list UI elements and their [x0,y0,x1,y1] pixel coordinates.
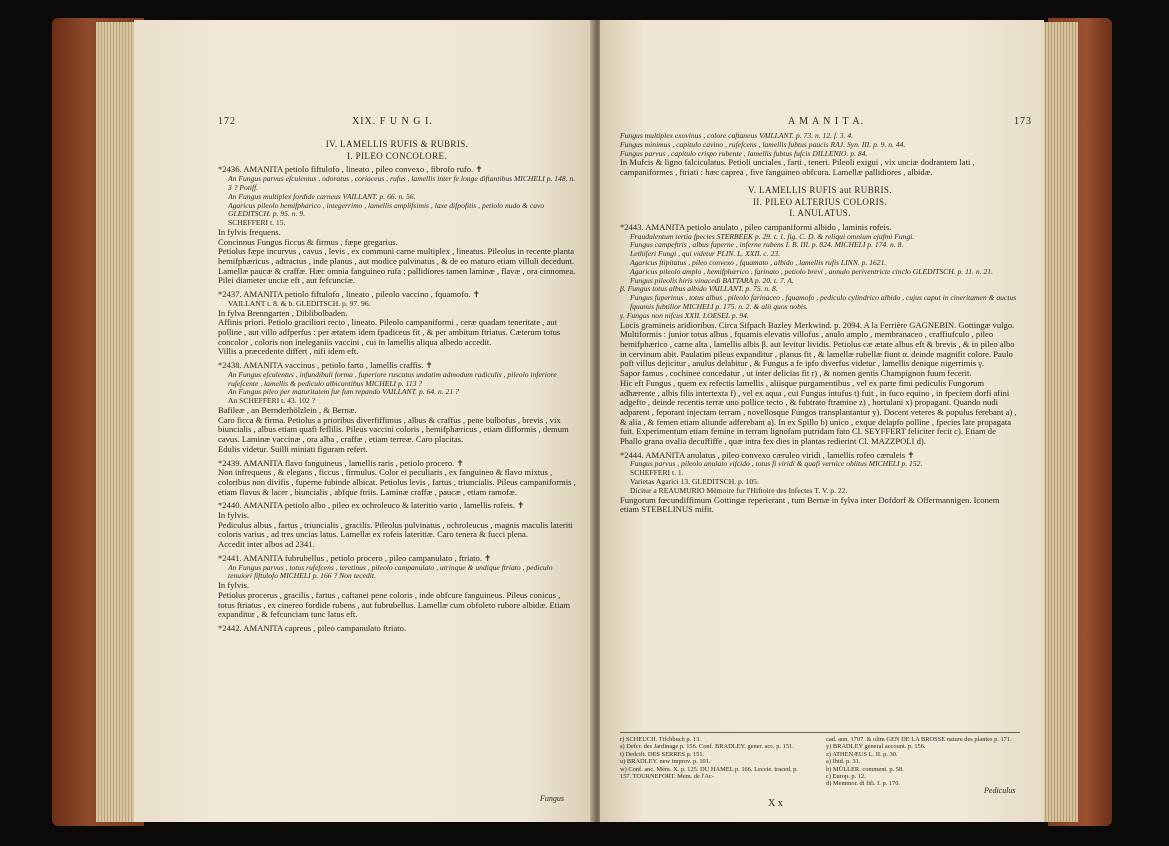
synonym-line: An Fungus pileo per maturitatem fur fum repando VAILLANT. p. 64. n. 21 ? [228,387,459,397]
variety-line: γ. Fungus non nifcus XXII. LOESEL p. 94. [620,310,749,320]
footnote: b) MÜLLER. comment. p. 58. [826,765,904,773]
description-paragraph: Hic eft Fungus , quem ex refectis lamellis , aliisque purgamentibus , vel ex parte fimi pediculis Fungorum adhærente , albis filis intertexta f) , vel ex aqua , cui Fungus intufus t) fuit , in fuco equino , in fpeciem dorfi afini adgefto , deinde recentis terræ uno pollice tecto , & fubtrato ftramine z) , hortulani x) propagant. Quando nudi adparent , feporant injectam terram , novellosque Fungos transplantantur y). Docent veteres & populus ferebant a) , & alia , & femen etiam aliunde adferebant a). In ex Spillo b) unico , exque delapfo polline , fpecies late propagata fuit. Experimentum etiam femine in terram lignofam putridam fato Cl. SEYFFERT feliciter fecit c). Etiam de Phallo grana ovalia decuffiffe , quæ intra fex dies in plantas redierint Cl. MAZZPOLI d). [620,377,1017,447]
synonym-line: Fungus minimus , capitulo cavino , rufefcens , lamellis fubtus paucis RAJ. Syn. III. p. 9. n. 44. [620,139,906,149]
description-paragraph: Pediculus albus , fartus , triuncialis , gracilis. Pileolus pulvinatus , ochroleucus , magnis maculis lateriti coloris varius , ad tres uncias latus. Lamellæ ex rofeis lateritiæ. Caro tenera & fucci plena. [218,519,573,540]
synonym-line: An Fungus efculentus , infundibuli forma , fuperiore ruscatus undatim admodum radiculis , pileolo inferiore rufefcente , lamellis & pediculo albicantibus MICHELI p. 113 ? [228,369,557,388]
section-heading: V. LAMELLIS RUFIS aut RUBRIS. [748,184,892,195]
entry-2439: *2439. AMANITA flavo fanguineus , lamellis raris , petiolo procero. ✝ [218,457,464,468]
reference-line: Varietas Agarici 13. GLEDITSCH. p. 105. [630,477,759,487]
note-line: Edulis videtur. Suilli miniati figuram refert. [218,443,368,454]
right-page-body [620,132,1020,515]
description-paragraph: In Mufcis & ligno falciculatus. Petioli unciales , farti , teneri. Pileoli exigui , vix unciæ dodrantem lati , campaniformes , ftriati : hæc caprea , five fanguineo obfcura. Lamellæ pallidiores , albidæ. [620,157,975,178]
description-paragraph: Affinis priori. Petiolo graciliori recto , lineato. Pileolo campaniformi , ceræ quadam teneritate , aut polline , aut villo adfperfus : per ætatem idem fpadiceus fit , & per ambitum ftriatus. Cæterum totus concolor , coloris non ineleganiis vaccini , cui in lamellis aliqua albedo accedit. [218,317,561,347]
synonym-line: Fungus parvus , pileolo anulato vifcido , totus fi viridi & quafi vernice oblitus MICHELI p. 152. [630,459,923,469]
reference-line: SCHEFFERI t. 15. [228,218,286,228]
synonym-line: Fungus fuperinus , totus albus , pileolo farinaceo , fquamofo , pediculo cylindrico albido , cujus caput in cineritamen & auctus fquamis fubtilior MICHELI p. 175. n. 2. & alii quos nobis. [630,293,1017,311]
reference-line: An SCHEFFERI t. 43. 102 ? [228,396,316,406]
footnote: z) ATHENÆUS L. II. p. 30. [826,750,898,758]
entry-2437: *2437. AMANITA petiolo fiftulofo , lineato , pileolo vaccino , fquamofo. ✝ [218,289,480,300]
synonym-line: Fungus multiplex exovinus , colore caftaneus VAILLANT. p. 73. n. 12. f. 3. 4. [620,131,854,140]
footnote: r) SCHEUCH. Tifchbuch p. 13. [620,736,701,743]
right-page-stack [1040,22,1078,822]
synonym-line: Fungus campeftris , albus fuperne , inferne rubens I. B. III. p. 824. MICHELI p. 174. n. 8. [630,240,904,250]
footnote: cad. ann. 1707. & olim GEN DE LA BROSSE nature des plantes p. 171. [826,736,1012,743]
reference-line: SCHEFFERI t. 1. [630,468,684,478]
footnote-rule [620,732,1020,733]
synonym-line: Fraudulentum tertia fpecies STERBEEK p. 29. t. 1. fig. C. D. & reliqui omnium ejufmi Fungi. [630,231,915,241]
section-heading: IV. LAMELLIS RUFIS & RUBRIS. [325,139,469,149]
left-catchword: Fungus [540,794,564,803]
footnote: d) Memmor. di fifi. I. p. 170. [826,780,901,788]
habitat-line: In fylvis. [218,510,250,521]
footnote: s) Defcr. des Jardinage p. 156. Conf. BRADLEY. gener. acc. p. 151. [620,743,794,751]
habitat-line: In fylvis frequens. [218,226,281,237]
entry-2440: *2440. AMANITA petiolo albo , pileo ex ochroleuco & lateritio vario , lamellis rofeis. ✝ [218,500,525,511]
variety-line: β. Fungus totus albus albido VAILLANT. p. 75. n. 8. [620,284,778,294]
left-page-stack [96,22,136,822]
footnote: u) BRADLEY. new improv. p. 101. [620,758,711,766]
footnotes-column-right [826,736,1016,788]
synonym-line: An Fungus parvus , totus rufefcens , teretinus , pileolo campanulato , utrinque & undique ftriato , pediculo tenuiori fiftulofo MICHELI p. 166 ? Non tecedit. [228,562,553,581]
left-page [134,20,594,822]
habitat-line: In fylva Brenngarten , Diblibolbaden. [218,307,348,318]
signature-mark: X x [768,798,783,809]
reference-line: Dicitur a REAUMURIO Mémoire fur l'Hiftoire des Infectes T. V. p. 22. [630,485,848,495]
right-catchword: Pediculus [984,786,1016,795]
footnotes-column-left [620,736,810,780]
entry-2442: *2442. AMANITA capreus , pileo campanulato ftriato. [218,622,407,633]
right-page [600,20,1044,822]
description-paragraph: Non infrequens , & elegans , ficcus , firmulus. Color ei peculiaris , ex fanguineo & flavo mixtus , coloribus non divifis , fuperne fubinde albicat. Petiolus levis , fartus , triuncialis. Pileus campaniformis , etiam flavus & lacer , biuncialis , abfque ftriis. Laminæ craffæ , paucæ , etiam ramofæ. [218,467,576,497]
left-page-body [218,138,576,634]
description-line: Concinnus Fungus ficcus & firmus , fæpe gregarius. [218,236,398,247]
subsubsection-heading: I. ANULATUS. [789,208,851,219]
entry-2436: *2436. AMANITA petiolo fiftulofo , lineato , pileo convexo , fibrofo rufo. ✝ [218,164,483,175]
left-running-head: XIX. F U N G I. [352,116,433,127]
footnote: y) BRADLEY general account. p. 156. [826,743,926,751]
description-paragraph: Multiformis : junior totus albus , fquamis elevatis villofus , anulo amplo , membranaceo , craffiufculo , pileo hemifphærico , carne alta , lamellis albis β. aut levitur lividis. Petiolus cæ ætate albus eft & brevis , & in pileo albo in cervinum abit. Paulatim pileus expanditur , planus fit , & lamellæ rubellæ fiunt α. deinde magnifit colore. Paulo poft villus dejicitur , anulus delabitur , & Fungus a fe ipfo diverfus videtur , lamellis denique nigerrimis γ. [620,329,1015,369]
entry-2443: *2443. AMANITA petiolo anulato , pileo campaniformi albido , laminis rofeis. [620,221,892,232]
entry-2441: *2441. AMANITA fubrubellus , petiolo procero , pileo campanulato , ftriato. ✝ [218,552,492,563]
footnote: a) Ibid. p. 31. [826,758,861,766]
habitat-line: In fylvis. [218,580,250,591]
description-paragraph: Petiolus procerus , gracilis , fartus , caftanei pene coloris , inde obfcure fanguineus. Pileus conicus , totus ftriatus , ex cinereo fordide rubens , aut fubrubellus. Lamellæ cum obfoleto rubore albidæ. Etiam expanditur , & fefcunciam tunc latus eft. [218,589,571,620]
description-paragraph: Sapor famus , cochinee concedatur , ut inter delicias fit r) , & nomen gentis Champignon fuum fecerit. [620,368,972,379]
synonym-line: Agaricus ftipitatus , pileo convexo , fquamato , albido , lamellis rufis LINN. p. 1621. [630,258,887,267]
synonym-line: An Fungus multiplex fordide carneus VAILLANT. p. 66. n. 56. [228,191,416,201]
note-line: Accedit inter albos ad 2341. [218,539,315,550]
description-paragraph: Petiolus fæpe incurvus , cavus , levis , ex communi carne multiplex , lineatus. Pileolus in recente planta hemifphæricus , adtractus , inde planus , aut modice pulvinatus , & de eo maturo etiam villuli decedunt. Lamellæ paucæ & craffæ. Hæc omnia fanguineo rufa ; pallidiores tamen laminæ , flavæ , ora cinnomea. Pilei diameter unciæ eft , aut fefcunciæ. [218,246,576,286]
synonym-line: Lethiferi Fungi , qui videtur PLIN. L. XXII. c. 23. [630,249,780,259]
left-page-number: 172 [218,116,236,127]
description-paragraph: Fungorum fœcundiffimum Gottingæ reperierant , tum Bernæ in fylva inter Dofdorf & Offermannigen. Iconem etiam STEBELINUS mifit. [620,494,1000,515]
synonym-line: Fungus parvus , capitulo crispo rubente , lamellis fubtus fufcis DILLENIO. p. 84. [620,148,868,158]
reference-line: VAILLANT t. 8. & b. GLEDITSCH. p. 97. 96. [228,298,371,308]
right-running-head: A M A N I T A. [788,116,865,127]
entry-2438: *2438. AMANITA vaccinus , petiolo farto , lamellis craffis. ✝ [218,360,433,371]
footnote: c) Europ. p. 12. [826,773,866,781]
entry-2444: *2444. AMANITA anulatus , pileo convexo cæruleo viridi , lamellis rofeo cæruleis ✝ [620,449,915,460]
subsection-heading: II. PILEO ALTERIUS COLORIS. [752,196,888,207]
note-line: Villis a præcedente differt , nifi idem eft. [218,346,359,357]
habitat-line: Locis gramineis aridioribus. Circa Sifpach Bazley Merkwind. p. 2094. A la Ferrière GAGNEBIN. Gottingæ vulgo. [620,319,1015,330]
footnote: w) Conf. anc. Mém. X. p. 125. DU HAMEL p. 166. Leccie. traced. p. 157. TOURNEFORT. Mem. de l'Ac- [620,765,798,781]
synonym-line: An Fungus parvus efculentus , odoratus , coriaceus , rufus , lamellis inter fe longe diftantibus MICHELI p. 148. n. 3 ? Potiff. [228,174,576,192]
subsection-heading: I. PILEO CONCOLORE. [346,150,448,161]
synonym-line: Agaricus pileolo hemifpharico , integerrimo , lamellis amplifsimis , laxe difpofitis , petiolo nudo & cavo GLEDITSCH. p. 95. n. 9. [228,200,545,219]
description-paragraph: Caro ficca & firma. Petiolus a prioribus diverfiffimus , albus & craffus , pene bulbofus , brevis , vix biuncialis , albus etiam quafi feflilis. Pileus vaccini coloris , hemifphæricus , etiam difformis , demum cavus. Laminæ vaccinæ , ora alba , craffæ , etiam terreæ. Caro placitas. [218,414,569,445]
habitat-line: Bafileæ , an Bernderhölzlein , & Bernæ. [218,405,357,416]
synonym-line: Fungus pileolis hiris vinacedi BATTARA p. 20. t. 7. A. [630,275,794,285]
right-page-number: 173 [1014,116,1032,127]
synonym-line: Agaricus pileolo amplo , hemifphærico , farinato , petiolo brevi , annulo periventricte cinclo GLEDITSCH. p. 11. n. 21. [630,266,993,276]
footnote: t) Dedcift. DES SERRES p. 151. [620,750,705,758]
